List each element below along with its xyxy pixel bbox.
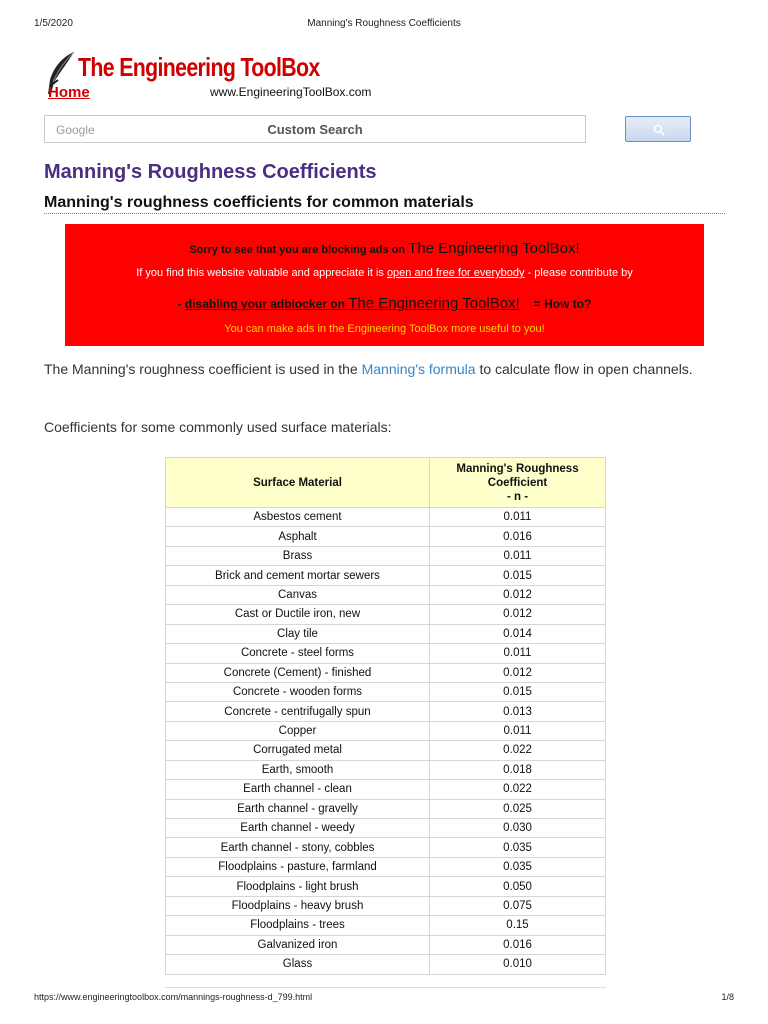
- coefficient-cell: 0.030: [430, 819, 606, 838]
- coefficient-cell: 0.013: [430, 702, 606, 721]
- home-link[interactable]: Home: [48, 84, 90, 101]
- intro-text-b: to calculate flow in open channels.: [475, 361, 693, 377]
- mannings-formula-link[interactable]: Manning's formula: [361, 361, 476, 377]
- coefficient-cell: 0.035: [430, 838, 606, 857]
- coefficient-cell: 0.012: [430, 585, 606, 604]
- print-title: Manning's Roughness Coefficients: [307, 18, 461, 29]
- table-row: [166, 760, 606, 779]
- coefficient-cell: 0.011: [430, 508, 606, 527]
- table-row: [166, 741, 606, 760]
- table-row: [166, 682, 606, 701]
- material-cell: Earth channel - gravelly: [166, 799, 430, 818]
- material-cell: Asphalt: [166, 527, 430, 546]
- material-cell: Floodplains - trees: [166, 916, 430, 935]
- header-coef-line-1: Manning's Roughness: [456, 462, 579, 475]
- adblock-contribute-text: - please contribute by: [524, 267, 633, 279]
- adblock-notice: [65, 224, 704, 346]
- print-footer: [0, 992, 768, 1006]
- page-subtitle: Manning's roughness coefficients for common materials: [44, 194, 474, 211]
- table-row: [166, 916, 606, 935]
- material-cell: Concrete - wooden forms: [166, 682, 430, 701]
- coefficient-cell: 0.015: [430, 566, 606, 585]
- material-cell: Earth, smooth: [166, 760, 430, 779]
- page-title: Manning's Roughness Coefficients: [44, 161, 377, 183]
- bottom-divider: [165, 987, 606, 988]
- material-cell: Concrete (Cement) - finished: [166, 663, 430, 682]
- search-placeholder: Custom Search: [267, 122, 363, 137]
- material-cell: Copper: [166, 721, 430, 740]
- brand-name: The Engineering ToolBox: [78, 52, 320, 82]
- table-row: [166, 955, 606, 974]
- adblock-line-4: You can make ads in the Engineering ToolBox more useful to you!: [224, 323, 545, 335]
- table-row: [166, 780, 606, 799]
- coefficient-cell: 0.022: [430, 780, 606, 799]
- table-row: [166, 624, 606, 643]
- coefficient-cell: 0.016: [430, 935, 606, 954]
- intro-paragraph: [44, 357, 724, 381]
- coefficient-cell: 0.011: [430, 721, 606, 740]
- header-coef-line-2: Coefficient: [487, 476, 548, 489]
- site-url: www.EngineeringToolBox.com: [210, 85, 372, 99]
- table-row: [166, 935, 606, 954]
- coefficients-intro: Coefficients for some commonly used surface materials:: [44, 419, 392, 435]
- material-cell: Cast or Ductile iron, new: [166, 605, 430, 624]
- material-cell: Asbestos cement: [166, 508, 430, 527]
- table-row: [166, 663, 606, 682]
- table-row: [166, 819, 606, 838]
- material-cell: Floodplains - heavy brush: [166, 896, 430, 915]
- table-row: [166, 877, 606, 896]
- adblock-line-2: [65, 267, 704, 279]
- table-row: [166, 721, 606, 740]
- search-input[interactable]: [44, 115, 586, 143]
- coefficient-cell: 0.075: [430, 896, 606, 915]
- material-cell: Brick and cement mortar sewers: [166, 566, 430, 585]
- intro-text-a: The Manning's roughness coefficient is used in the: [44, 361, 362, 377]
- coefficient-cell: 0.012: [430, 663, 606, 682]
- header-coef-line-3: - n -: [506, 490, 529, 503]
- table-row: [166, 857, 606, 876]
- table-body: [166, 508, 606, 975]
- material-cell: Canvas: [166, 585, 430, 604]
- table-row: [166, 605, 606, 624]
- coefficient-cell: 0.012: [430, 605, 606, 624]
- print-url: https://www.engineeringtoolbox.com/mannings-roughness-d_799.html: [34, 992, 313, 1002]
- open-free-link[interactable]: open and free for everybody: [386, 267, 525, 279]
- material-cell: Corrugated metal: [166, 741, 430, 760]
- coefficient-cell: 0.025: [430, 799, 606, 818]
- coefficient-cell: 0.035: [430, 857, 606, 876]
- table-row: [166, 566, 606, 585]
- adblock-brand: The Engineering ToolBox!: [408, 240, 580, 257]
- table-row: [166, 702, 606, 721]
- disable-adblocker-link[interactable]: disabling your adblocker on: [184, 297, 349, 311]
- table-row: [166, 508, 606, 527]
- table-header-row: [166, 458, 606, 508]
- material-cell: Galvanized iron: [166, 935, 430, 954]
- roughness-table: [165, 457, 606, 975]
- material-cell: Floodplains - pasture, farmland: [166, 857, 430, 876]
- material-cell: Glass: [166, 955, 430, 974]
- print-header: [0, 18, 768, 32]
- material-cell: Brass: [166, 546, 430, 565]
- adblock-line-1: [65, 240, 704, 257]
- coefficient-cell: 0.014: [430, 624, 606, 643]
- table-row: [166, 546, 606, 565]
- dotted-divider: [44, 213, 725, 214]
- adblock-dash: -: [177, 297, 185, 311]
- table-row: [166, 799, 606, 818]
- material-cell: Floodplains - light brush: [166, 877, 430, 896]
- table-row: [166, 838, 606, 857]
- adblock-brand-link[interactable]: The Engineering ToolBox!: [348, 295, 520, 312]
- coefficient-cell: 0.011: [430, 546, 606, 565]
- coefficient-cell: 0.011: [430, 644, 606, 663]
- print-page-number: 1/8: [721, 992, 734, 1002]
- coefficient-cell: 0.15: [430, 916, 606, 935]
- material-cell: Earth channel - weedy: [166, 819, 430, 838]
- table-row: [166, 585, 606, 604]
- table-row: [166, 644, 606, 663]
- material-cell: Earth channel - stony, cobbles: [166, 838, 430, 857]
- print-date: 1/5/2020: [34, 18, 73, 29]
- coefficient-cell: 0.015: [430, 682, 606, 701]
- header-mannings-coefficient: [430, 458, 606, 508]
- how-to-link[interactable]: = How to?: [533, 297, 592, 311]
- search-button[interactable]: [625, 116, 691, 142]
- table-row: [166, 527, 606, 546]
- search-icon: [653, 124, 665, 136]
- coefficient-cell: 0.050: [430, 877, 606, 896]
- material-cell: Concrete - steel forms: [166, 644, 430, 663]
- google-label: Google: [56, 123, 95, 137]
- material-cell: Earth channel - clean: [166, 780, 430, 799]
- coefficient-cell: 0.016: [430, 527, 606, 546]
- adblock-line-3: [65, 295, 704, 312]
- coefficient-cell: 0.010: [430, 955, 606, 974]
- coefficient-cell: 0.018: [430, 760, 606, 779]
- coefficient-cell: 0.022: [430, 741, 606, 760]
- material-cell: Clay tile: [166, 624, 430, 643]
- adblock-valuable-text: If you find this website valuable and appreciate it is: [136, 267, 387, 279]
- header-surface-material: Surface Material: [166, 458, 430, 508]
- table-row: [166, 896, 606, 915]
- adblock-sorry-text: Sorry to see that you are blocking ads on: [189, 244, 409, 256]
- material-cell: Concrete - centrifugally spun: [166, 702, 430, 721]
